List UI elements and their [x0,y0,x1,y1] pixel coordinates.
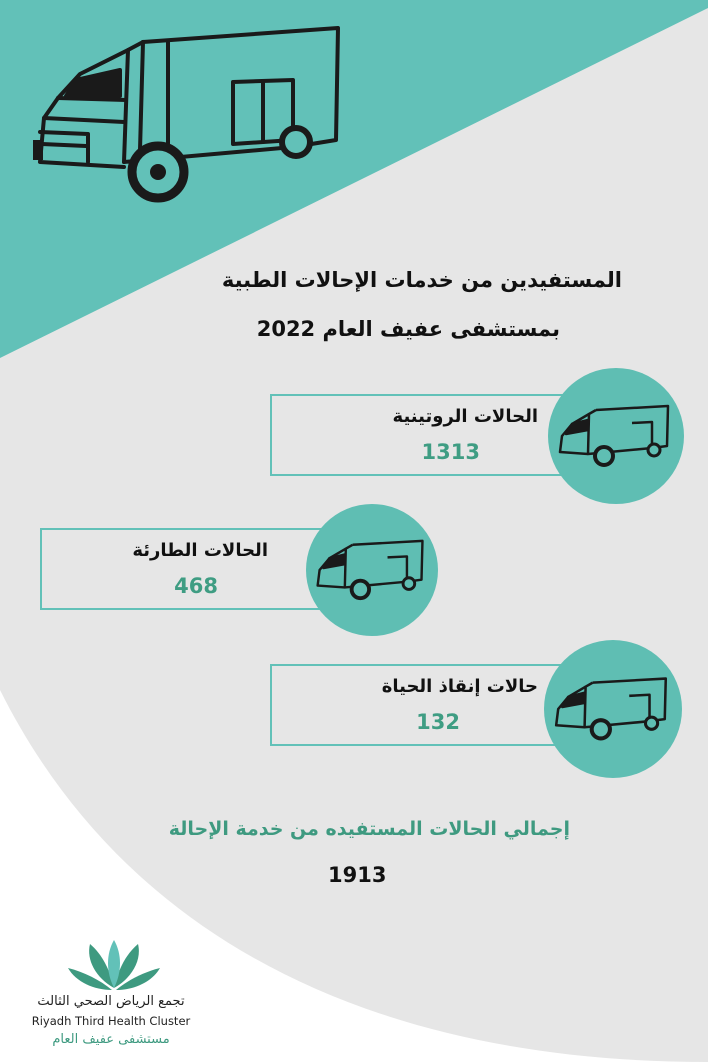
stat-card-emergency [40,528,340,610]
ambulance-rear-wheel [282,128,310,156]
card-label: الحالات الروتينية [392,406,538,427]
icon-circle [306,504,438,636]
ambulance-headlight [33,140,43,160]
logo-hospital-name: مستشفى عفيف العام [52,1032,170,1047]
card-value: 1313 [421,440,480,464]
ambulance-hub [150,164,166,180]
total-label: إجمالي الحالات المستفيده من خدمة الإحالة [168,818,570,840]
stat-card-lifesaving [270,664,588,746]
page-title: المستفيدين من خدمات الإحالات الطبية [221,268,622,292]
lotus-leaf-icon [66,938,162,994]
stat-card-routine [270,394,588,476]
card-label: حالات إنقاذ الحياة [381,676,538,697]
ambulance-icon [306,504,438,636]
icon-circle [544,640,682,778]
logo-arabic-name: تجمع الرياض الصحي الثالث [37,994,185,1009]
ambulance-icon [28,22,348,212]
page-subtitle: بمستشفى عفيف العام 2022 [256,317,560,341]
logo-english-name: Riyadh Third Health Cluster [31,1014,191,1028]
card-value: 468 [174,574,218,598]
icon-circle [548,368,684,504]
card-value: 132 [416,710,460,734]
card-label: الحالات الطارئة [132,540,268,561]
ambulance-icon [544,640,682,778]
total-value: 1913 [328,863,387,887]
ambulance-icon [548,368,684,504]
